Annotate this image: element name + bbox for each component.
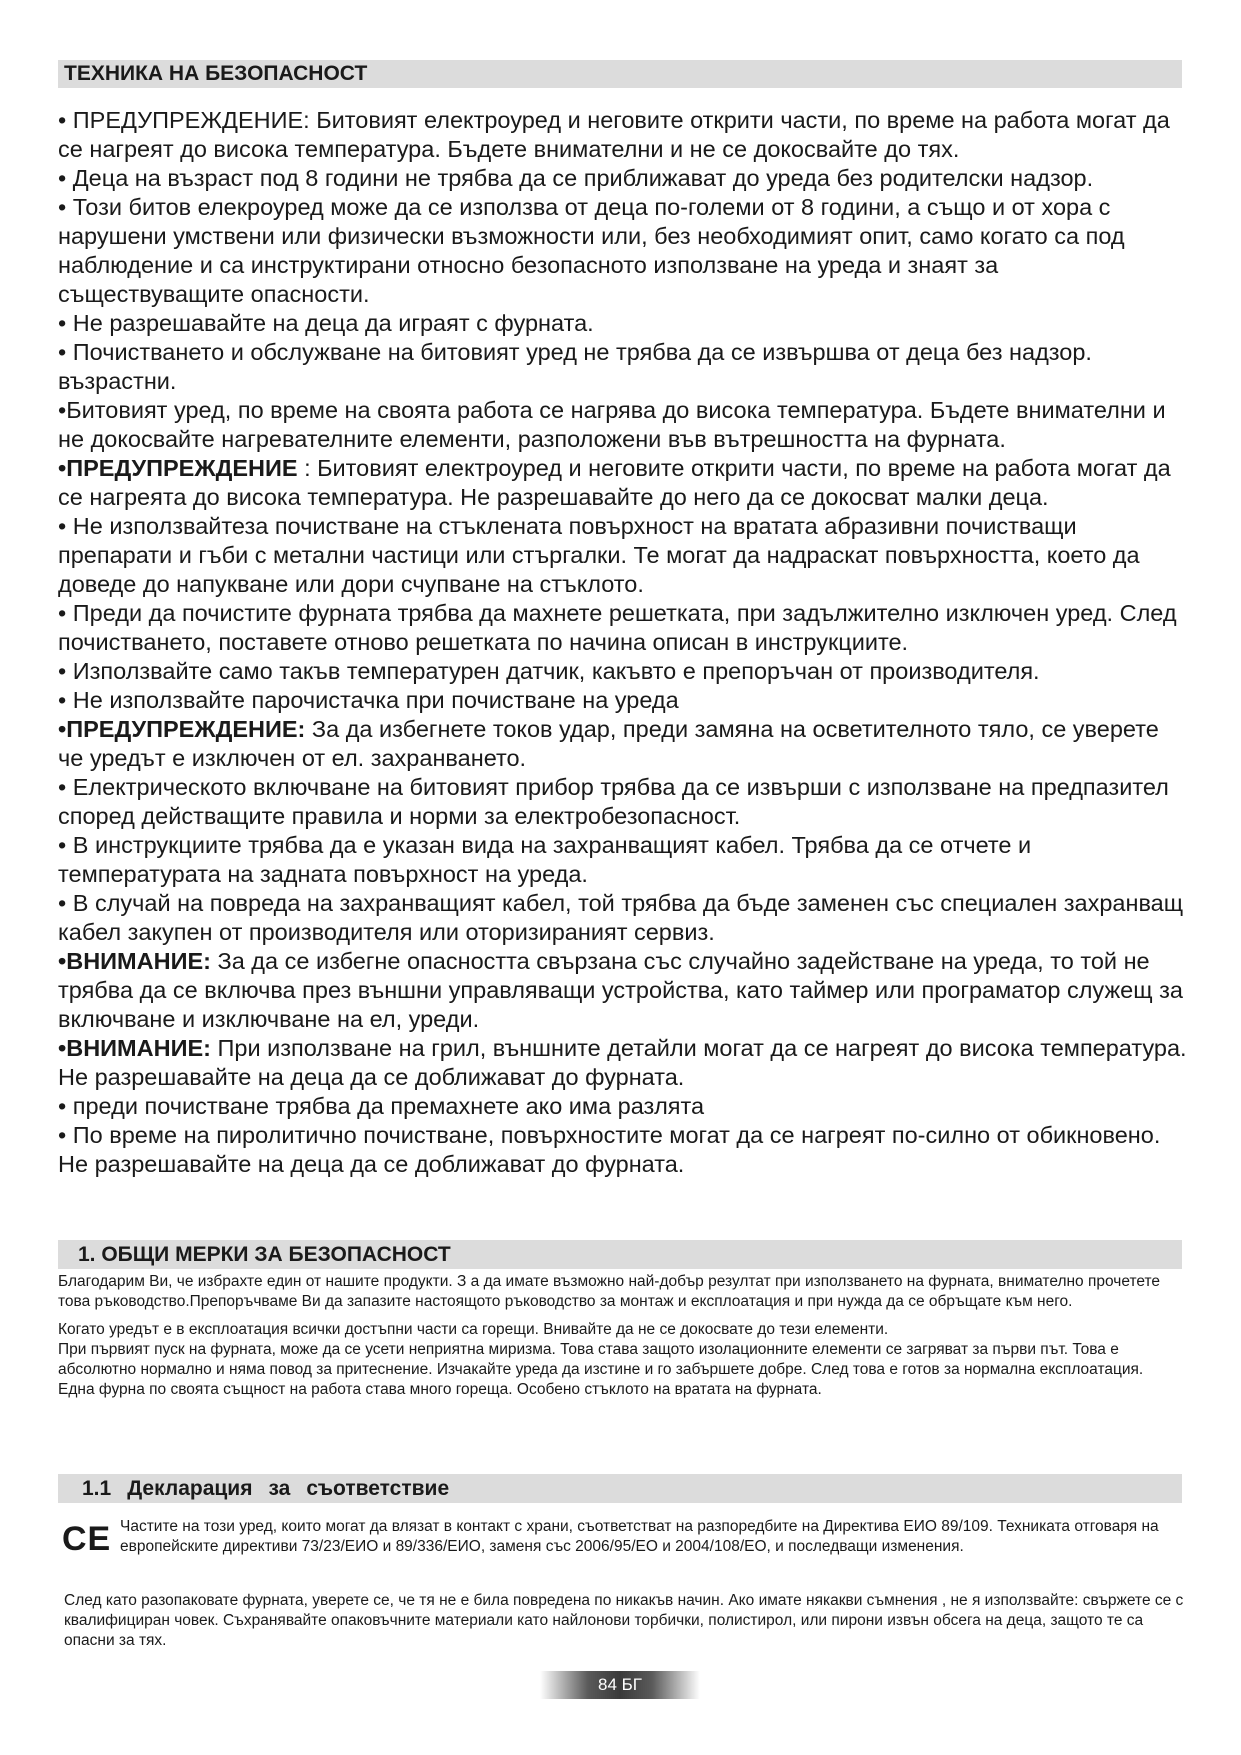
general-paragraph: При първият пуск на фурната, може да се усети неприятна миризма. Това става защото изолационните елементи се загряват за първи път. Това е абсолютно нормално и няма повод за притеснение. Изчакайте уреда да изстине и го забършете добре. След това е готов за нормална експлоатация. (58, 1341, 1144, 1378)
safety-section-title: ТЕХНИКА НА БЕЗОПАСНОСТ (58, 60, 1182, 88)
unpacking-paragraph: След като разопаковате фурната, уверете се, че тя не е била повредена по никакъв начин. Ако имате някакви съмнения , не я използвайте: свържете се с квалифициран човек. Съхранявайте опаковъчните материали като найлонови торбички, полистирол, или пирони извън обсега на деца, защото те са опасни за тях. (64, 1592, 1184, 1649)
declaration-word: Декларация (127, 1477, 253, 1500)
warning-item: • По време на пиролитично почистване, повърхностите могат да се нагреят по-силно от обикновено. Не разрешавайте на деца да се доближават до фурната. (58, 1122, 1161, 1177)
declaration-paragraph: Частите на този уред, които могат да влязат в контакт с храни, съответстват на разпоредбите на Директива ЕИО 89/109. Техниката отговаря на европейските директиви 73/23/ЕИО и 89/336/ЕИО, заменя със 2006/95/ЕО и 2004/108/ЕО, и последващи изменения. (120, 1518, 1159, 1555)
warning-item: • Електрическото включване на битовият прибор трябва да се извърши с използване на предпазител според действащите правила и норми за електробезопасност. (58, 774, 1169, 829)
warning-item: • Деца на възраст под 8 години не трябва да се приближават до уреда без родителски надзор. (58, 165, 1094, 191)
warning-item: • Не използвайте парочистачка при почистване на уреда (58, 687, 679, 713)
warning-item: • Почистването и обслужване на битовият уред не трябва да се извършва от деца без надзор. възрастни. (58, 339, 1092, 394)
general-paragraph: Когато уредът е в експлоатация всички достъпни части са горещи. Внивайте да не се докосвате до тези елементи. (58, 1321, 889, 1338)
warning-item: • В случай на повреда на захранващият кабел, той трябва да бъде заменен със специален захранващ кабел закупен от производителя или оторизираният сервиз. (58, 890, 1184, 945)
declaration-section-title (58, 1474, 1182, 1503)
warning-item: • Не разрешавайте на деца да играят с фурната. (58, 310, 594, 336)
warning-item: • Използвайте само такъв температурен датчик, какъвто е препоръчан от производителя. (58, 658, 1040, 684)
ce-mark-icon: CE (62, 1520, 112, 1558)
general-paragraph: Една фурна по своята същност на работа става много гореща. Особено стъклото на вратата на фурната. (58, 1381, 822, 1398)
declaration-text (120, 1517, 1190, 1557)
warning-item: •ВНИМАНИЕ: При използване на грил, външните детайли могат да се нагреят до висока температура. Не разрешавайте на деца да се доближават до фурната. (58, 1035, 1187, 1090)
warning-item: • преди почистване трябва да премахнете ако има разлята (58, 1093, 705, 1119)
declaration-word: за (268, 1477, 291, 1500)
warning-item: • В инструкциите трябва да е указан вида на захранващият кабел. Трябва да се отчете и температурата на задната повърхност на уреда. (58, 832, 1032, 887)
warning-item: •Битовият уред, по време на своята работа се нагрява до висока температура. Бъдете внимателни и не докосвайте нагревателните елементи, разположени във вътрешността на фурната. (58, 397, 1166, 452)
warning-item: •ПРЕДУПРЕЖДЕНИЕ: За да избегнете токов удар, преди замяна на осветителното тяло, се уверете че уредът е изключен от ел. захранването. (58, 716, 1159, 771)
general-paragraph: Благодарим Ви, че избрахте един от нашите продукти. З а да имате възможно най-добър резултат при използването на фурната, внимателно прочетете това ръководство.Препоръчваме Ви да запазите настоящото ръководство за монтаж и експлоатация и при нужда да се обръщате към него. (58, 1273, 1161, 1310)
page-number: 84 БГ (540, 1671, 700, 1699)
warning-item: • ПРЕДУПРЕЖДЕНИЕ: Битовият електроуред и неговите открити части, по време на работа могат да се нагреят до висока температура. Бъдете внимателни и не се докосвайте до тях. (58, 107, 1170, 162)
warning-item: •ПРЕДУПРЕЖДЕНИЕ : Битовият електроуред и неговите открити части, по време на работа могат да се нагреята до висока температура. Не разрешавайте до него да се докосват малки деца. (58, 455, 1171, 510)
general-text (58, 1272, 1188, 1400)
warning-item: • Преди да почистите фурната трябва да махнете решетката, при задължително изключен уред. След почистването, поставете отново решетката по начина описан в инструкциите. (58, 600, 1177, 655)
safety-warnings (58, 106, 1188, 1179)
warning-item: •ВНИМАНИЕ: За да се избегне опасността свързана със случайно задействане на уреда, то той не трябва да се включва през външни управляващи устройства, като таймер или програматор служещ за включване и изключване на ел, уреди. (58, 948, 1183, 1032)
declaration-number: 1.1 (82, 1477, 112, 1500)
warning-item: • Този битов елекроуред може да се използва от деца по-големи от 8 години, а също и от хора с нарушени умствени или физически възможности или, без необходимият опит, само когато са под наблюдение и са инструктирани относно безопасното използване на уреда и знаят за съществуващите опасности. (58, 194, 1125, 307)
general-section-title: 1. ОБЩИ МЕРКИ ЗА БЕЗОПАСНОСТ (58, 1240, 1182, 1269)
unpacking-text (64, 1591, 1188, 1651)
warning-item: • Не използвайтеза почистване на стъклената повърхност на вратата абразивни почистващи препарати и гъби с метални частици или стъргалки. Те могат да надраскат повърхността, което да доведе до напукване или дори счупване на стъклото. (58, 513, 1140, 597)
declaration-word: съответствие (306, 1477, 450, 1500)
